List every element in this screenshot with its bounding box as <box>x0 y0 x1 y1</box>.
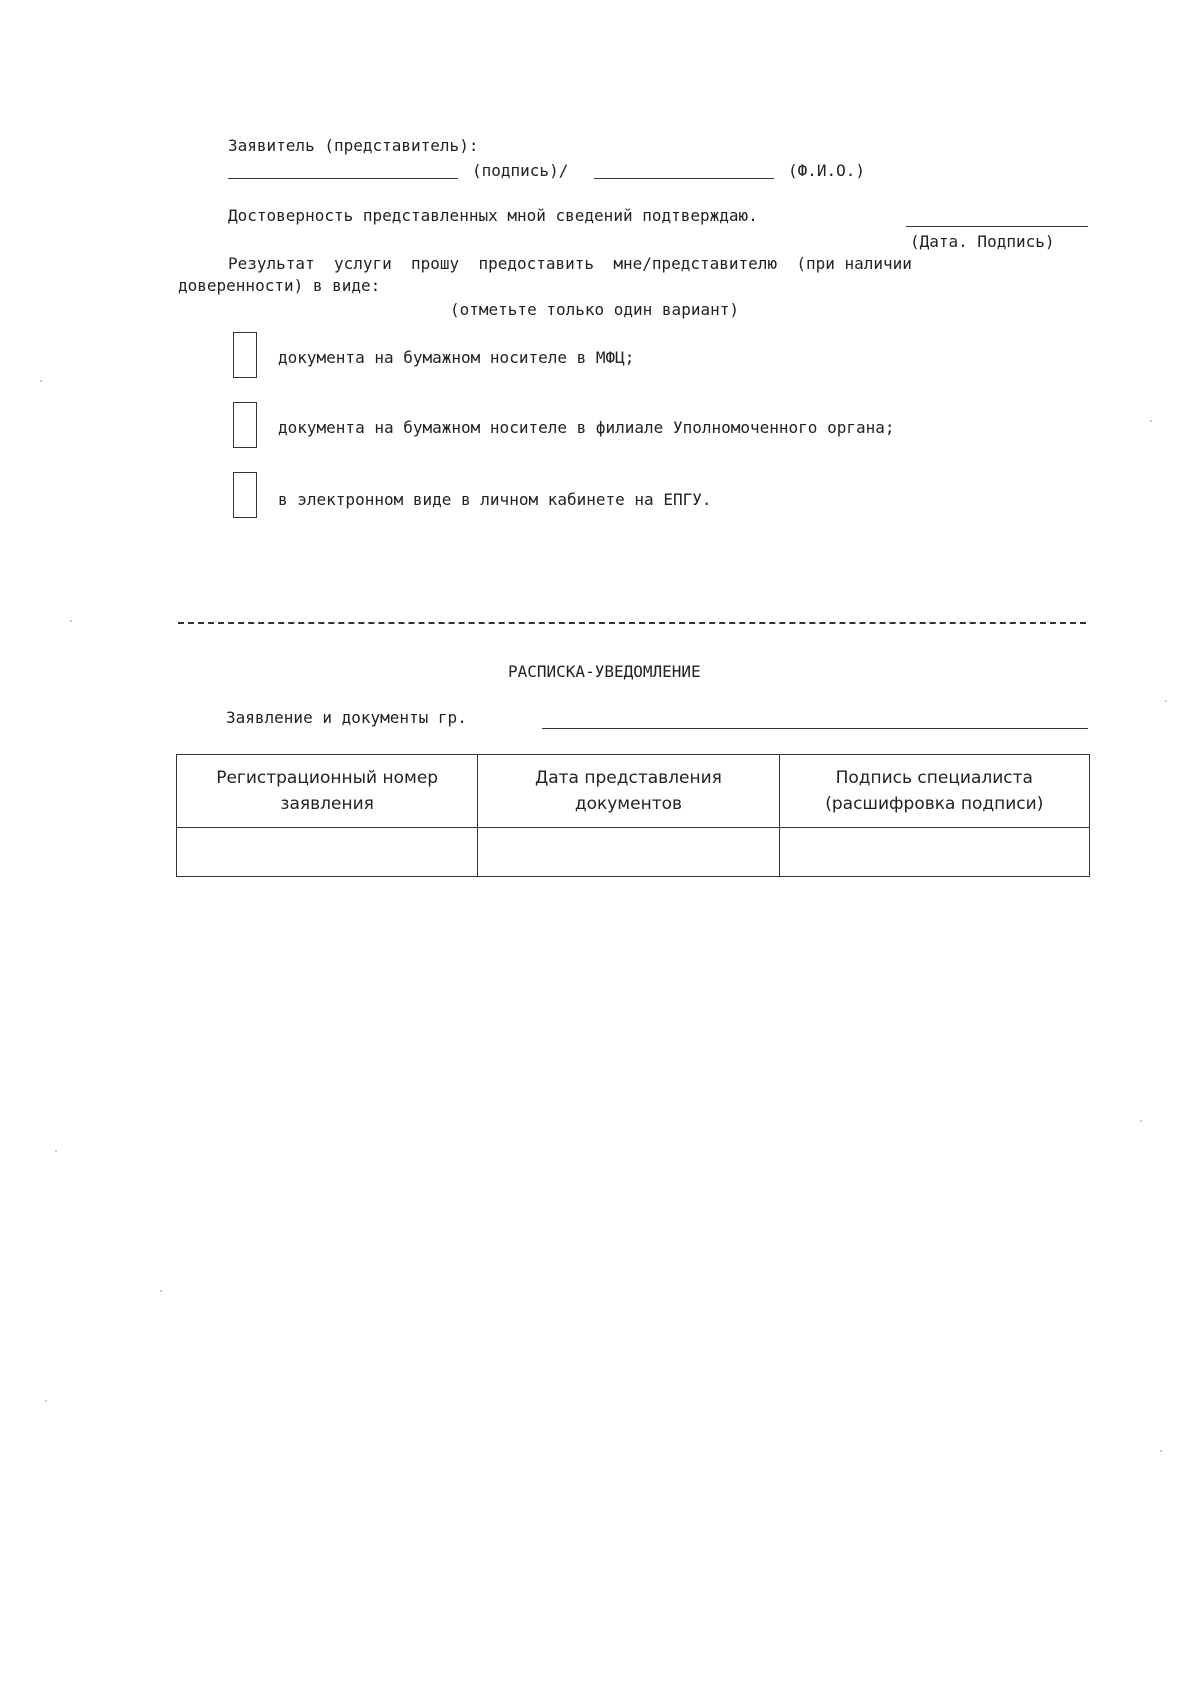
option-epgu-checkbox[interactable] <box>233 472 257 518</box>
cell-specialist-signature[interactable] <box>779 828 1089 877</box>
scan-speck <box>1150 420 1152 422</box>
scan-speck <box>1165 700 1167 702</box>
fio-line[interactable] <box>594 178 774 179</box>
option-branch-label: документа на бумажном носителе в филиале Уполномоченного органа; <box>278 418 895 437</box>
docs-label: Заявление и документы гр. <box>226 708 467 727</box>
scan-speck <box>1140 1120 1142 1122</box>
table-row <box>177 828 1090 877</box>
scan-speck <box>45 1400 47 1402</box>
option-epgu-label: в электронном виде в личном кабинете на ЕПГУ. <box>278 490 712 509</box>
header-registration-number: Регистрационный номер заявления <box>177 755 478 828</box>
scan-speck <box>55 1150 57 1152</box>
receipt-table <box>176 754 1090 877</box>
option-mfc-label: документа на бумажном носителе в МФЦ; <box>278 348 635 367</box>
scan-speck <box>160 1290 162 1292</box>
confirmation-signature-line[interactable] <box>906 226 1088 227</box>
date-signature-caption: (Дата. Подпись) <box>910 232 1055 251</box>
signature-caption: (подпись)/ <box>472 161 569 180</box>
signature-line[interactable] <box>228 178 458 179</box>
option-branch-checkbox[interactable] <box>233 402 257 448</box>
cell-submission-date[interactable] <box>478 828 779 877</box>
result-request-line1: Результат услуги прошу предоставить мне/представителю (при наличии <box>228 254 912 273</box>
cell-registration-number[interactable] <box>177 828 478 877</box>
option-hint: (отметьте только один вариант) <box>450 300 739 319</box>
applicant-label: Заявитель (представитель): <box>228 136 479 155</box>
receipt-table-header-row <box>177 755 1090 828</box>
receipt-title: РАСПИСКА-УВЕДОМЛЕНИЕ <box>508 662 701 681</box>
result-request-line2: доверенности) в виде: <box>178 276 381 295</box>
scan-speck <box>1160 1450 1162 1452</box>
scan-speck <box>40 380 42 382</box>
header-submission-date: Дата представления документов <box>478 755 779 828</box>
cut-line-separator <box>178 622 1086 624</box>
applicant-name-line[interactable] <box>542 728 1088 729</box>
fio-caption: (Ф.И.О.) <box>788 161 866 180</box>
scan-speck <box>70 620 72 622</box>
confirmation-text: Достоверность представленных мной сведений подтверждаю. <box>228 206 758 225</box>
header-specialist-signature: Подпись специалиста (расшифровка подписи) <box>779 755 1089 828</box>
option-mfc-checkbox[interactable] <box>233 332 257 378</box>
